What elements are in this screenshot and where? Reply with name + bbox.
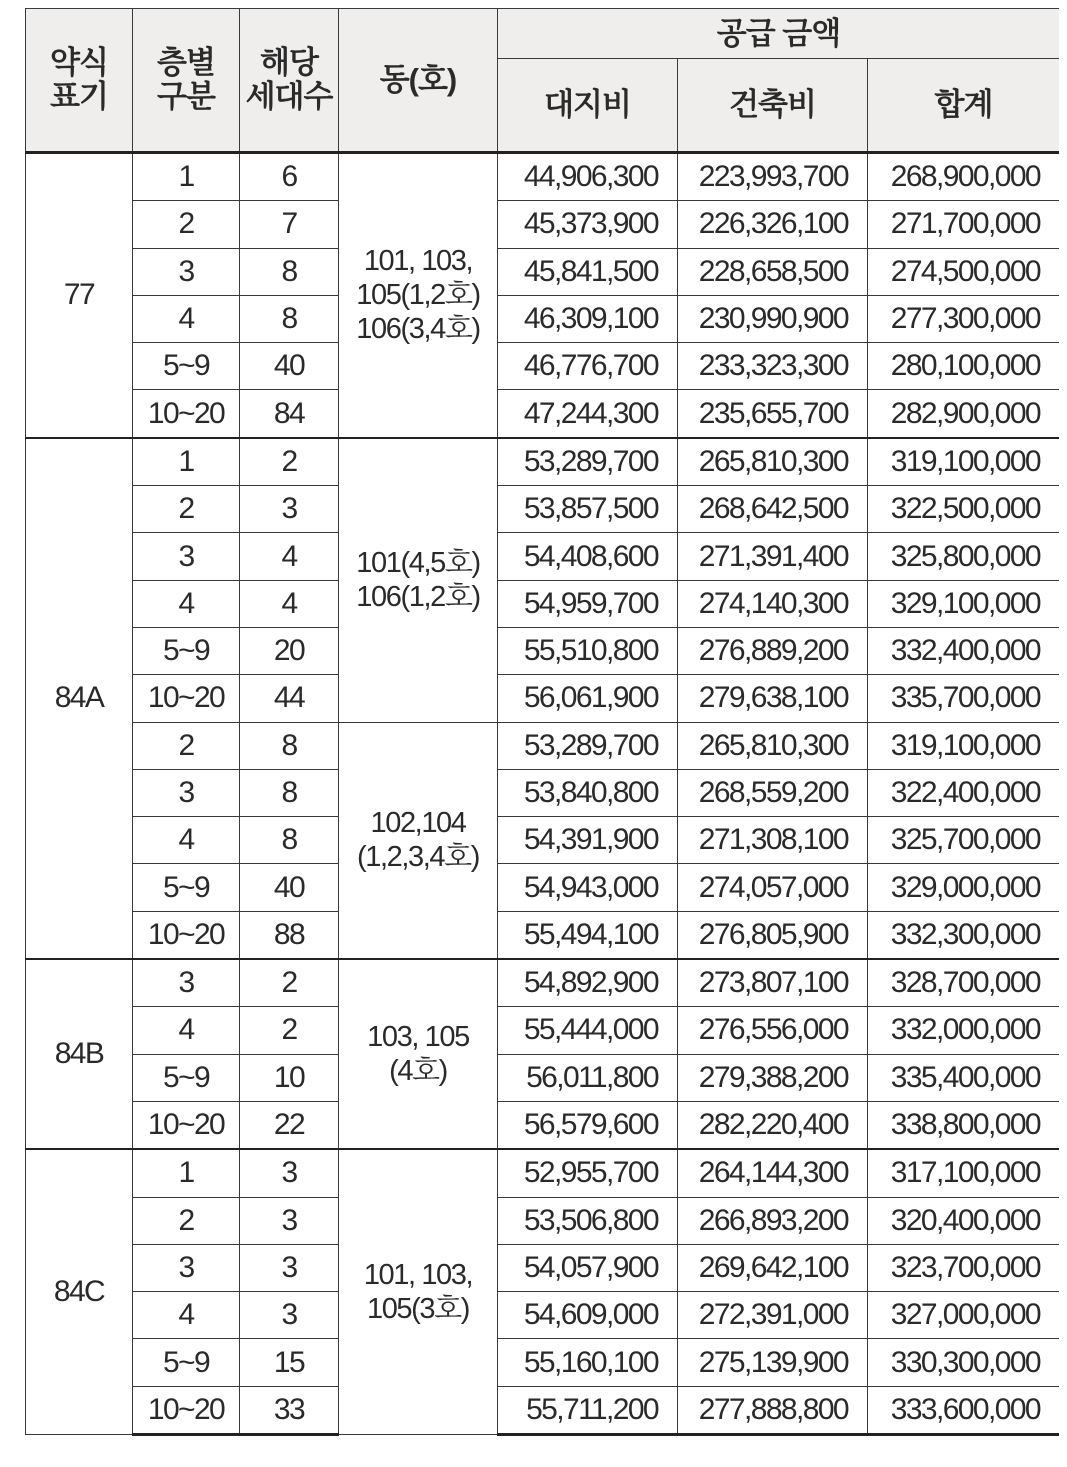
construction-cost-cell: 274,140,300	[678, 580, 868, 627]
floor-header-line: 구분	[157, 79, 215, 114]
supply-price-table	[25, 8, 1060, 1436]
total-cell: 332,300,000	[868, 911, 1060, 959]
total-cell: 271,700,000	[868, 201, 1060, 248]
land-cost-cell: 56,061,900	[498, 675, 678, 722]
construction-cost-cell: 228,658,500	[678, 248, 868, 295]
units-cell: 8	[240, 722, 339, 769]
land-cost-cell: 54,057,900	[498, 1244, 678, 1291]
building-cell	[339, 722, 498, 959]
land-cost-cell: 56,579,600	[498, 1101, 678, 1149]
table-row	[26, 1197, 1060, 1244]
units-cell: 2	[240, 438, 339, 486]
units-header	[240, 9, 339, 153]
construction-cost-cell: 230,990,900	[678, 295, 868, 342]
floor-cell: 1	[133, 438, 240, 486]
land-cost-cell: 45,841,500	[498, 248, 678, 295]
floor-cell: 2	[133, 201, 240, 248]
construction-cost-cell: 271,308,100	[678, 817, 868, 864]
construction-cost-cell: 271,391,400	[678, 533, 868, 580]
total-cell: 329,100,000	[868, 580, 1060, 627]
land-cost-cell: 53,840,800	[498, 769, 678, 816]
construction-cost-cell: 265,810,300	[678, 722, 868, 769]
land-cost-cell: 53,857,500	[498, 486, 678, 533]
construction-cost-cell: 235,655,700	[678, 390, 868, 438]
units-cell: 8	[240, 248, 339, 295]
floor-cell: 5~9	[133, 627, 240, 674]
construction-cost-cell: 223,993,700	[678, 153, 868, 201]
table-row	[26, 580, 1060, 627]
land-cost-cell: 54,609,000	[498, 1292, 678, 1339]
total-cell: 282,900,000	[868, 390, 1060, 438]
units-cell: 40	[240, 343, 339, 390]
type-header-line: 약식	[50, 45, 108, 80]
land-cost-cell: 55,160,100	[498, 1339, 678, 1386]
total-cell: 280,100,000	[868, 343, 1060, 390]
floor-header	[133, 9, 240, 153]
land-cost-cell: 54,892,900	[498, 959, 678, 1007]
land-cost-cell: 46,776,700	[498, 343, 678, 390]
type-header	[26, 9, 133, 153]
total-cell: 329,000,000	[868, 864, 1060, 911]
table-row	[26, 627, 1060, 674]
units-cell: 15	[240, 1339, 339, 1386]
floor-cell: 10~20	[133, 390, 240, 438]
land-cost-cell: 55,444,000	[498, 1007, 678, 1054]
table-row	[26, 911, 1060, 959]
floor-cell: 5~9	[133, 343, 240, 390]
building-cell	[339, 438, 498, 722]
construction-cost-cell: 273,807,100	[678, 959, 868, 1007]
table-row	[26, 1386, 1060, 1434]
land-cost-cell: 54,391,900	[498, 817, 678, 864]
table-row	[26, 343, 1060, 390]
land-cost-cell: 54,959,700	[498, 580, 678, 627]
building-cell	[339, 959, 498, 1149]
units-cell: 84	[240, 390, 339, 438]
land-cost-cell: 53,289,700	[498, 722, 678, 769]
construction-cost-cell: 279,638,100	[678, 675, 868, 722]
total-cell: 323,700,000	[868, 1244, 1060, 1291]
land-cost-cell: 55,711,200	[498, 1386, 678, 1434]
building-header: 동(호)	[339, 9, 498, 153]
construction-cost-cell: 268,559,200	[678, 769, 868, 816]
total-cell: 268,900,000	[868, 153, 1060, 201]
land-cost-cell: 52,955,700	[498, 1149, 678, 1197]
table-row	[26, 722, 1060, 769]
table-row	[26, 769, 1060, 816]
floor-cell: 3	[133, 769, 240, 816]
floor-cell: 5~9	[133, 864, 240, 911]
floor-cell: 4	[133, 295, 240, 342]
construction-cost-header: 건축비	[678, 59, 868, 153]
construction-cost-cell: 268,642,500	[678, 486, 868, 533]
building-cell	[339, 153, 498, 438]
table-row	[26, 1292, 1060, 1339]
land-cost-header: 대지비	[498, 59, 678, 153]
construction-cost-cell: 233,323,300	[678, 343, 868, 390]
units-cell: 7	[240, 201, 339, 248]
floor-cell: 4	[133, 1292, 240, 1339]
land-cost-cell: 56,011,800	[498, 1054, 678, 1101]
floor-cell: 3	[133, 959, 240, 1007]
construction-cost-cell: 226,326,100	[678, 201, 868, 248]
floor-cell: 2	[133, 486, 240, 533]
construction-cost-cell: 282,220,400	[678, 1101, 868, 1149]
building-line: 106(1,2호)	[356, 581, 480, 614]
land-cost-cell: 44,906,300	[498, 153, 678, 201]
construction-cost-cell: 274,057,000	[678, 864, 868, 911]
floor-cell: 5~9	[133, 1054, 240, 1101]
land-cost-cell: 55,510,800	[498, 627, 678, 674]
table-row	[26, 248, 1060, 295]
floor-header-line: 층별	[157, 45, 215, 80]
building-line: (1,2,3,4호)	[356, 841, 479, 874]
construction-cost-cell: 279,388,200	[678, 1054, 868, 1101]
units-cell: 44	[240, 675, 339, 722]
units-cell: 88	[240, 911, 339, 959]
land-cost-cell: 54,408,600	[498, 533, 678, 580]
total-cell: 319,100,000	[868, 722, 1060, 769]
units-cell: 2	[240, 1007, 339, 1054]
construction-cost-cell: 266,893,200	[678, 1197, 868, 1244]
total-cell: 330,300,000	[868, 1339, 1060, 1386]
units-cell: 6	[240, 153, 339, 201]
table-row	[26, 817, 1060, 864]
building-line: 106(3,4호)	[356, 313, 480, 346]
floor-cell: 4	[133, 1007, 240, 1054]
construction-cost-cell: 276,556,000	[678, 1007, 868, 1054]
building-line: 101(4,5호)	[356, 547, 480, 580]
total-cell: 319,100,000	[868, 438, 1060, 486]
total-cell: 322,400,000	[868, 769, 1060, 816]
total-cell: 274,500,000	[868, 248, 1060, 295]
floor-cell: 2	[133, 1197, 240, 1244]
total-cell: 332,000,000	[868, 1007, 1060, 1054]
floor-cell: 4	[133, 817, 240, 864]
units-cell: 33	[240, 1386, 339, 1434]
table-row	[26, 295, 1060, 342]
building-cell	[339, 1149, 498, 1434]
total-cell: 317,100,000	[868, 1149, 1060, 1197]
table-row	[26, 1054, 1060, 1101]
units-header-line: 해당	[260, 45, 318, 80]
units-header-line: 세대수	[245, 79, 333, 114]
total-cell: 277,300,000	[868, 295, 1060, 342]
construction-cost-cell: 264,144,300	[678, 1149, 868, 1197]
type-cell: 84B	[26, 959, 133, 1149]
table-row	[26, 201, 1060, 248]
units-cell: 4	[240, 580, 339, 627]
floor-cell: 5~9	[133, 1339, 240, 1386]
floor-cell: 10~20	[133, 911, 240, 959]
total-cell: 335,400,000	[868, 1054, 1060, 1101]
total-cell: 327,000,000	[868, 1292, 1060, 1339]
type-cell: 84A	[26, 438, 133, 959]
table-row	[26, 533, 1060, 580]
units-cell: 8	[240, 295, 339, 342]
land-cost-cell: 47,244,300	[498, 390, 678, 438]
building-line: 105(3호)	[366, 1293, 470, 1326]
land-cost-cell: 55,494,100	[498, 911, 678, 959]
table-row	[26, 390, 1060, 438]
floor-cell: 10~20	[133, 1101, 240, 1149]
construction-cost-cell: 272,391,000	[678, 1292, 868, 1339]
total-cell: 338,800,000	[868, 1101, 1060, 1149]
type-header-line: 표기	[50, 79, 108, 114]
total-cell: 322,500,000	[868, 486, 1060, 533]
units-cell: 3	[240, 1244, 339, 1291]
construction-cost-cell: 276,889,200	[678, 627, 868, 674]
table-row	[26, 486, 1060, 533]
right-crop-edge	[1059, 8, 1067, 1460]
construction-cost-cell: 277,888,800	[678, 1386, 868, 1434]
floor-cell: 1	[133, 153, 240, 201]
units-cell: 40	[240, 864, 339, 911]
floor-cell: 1	[133, 1149, 240, 1197]
table-row	[26, 1007, 1060, 1054]
table-row	[26, 1339, 1060, 1386]
table-row	[26, 1149, 1060, 1197]
units-cell: 3	[240, 1197, 339, 1244]
units-cell: 2	[240, 959, 339, 1007]
units-cell: 22	[240, 1101, 339, 1149]
units-cell: 8	[240, 817, 339, 864]
table-row	[26, 438, 1060, 486]
type-cell: 84C	[26, 1149, 133, 1434]
building-line: 102,104	[370, 807, 466, 840]
floor-cell: 4	[133, 580, 240, 627]
construction-cost-cell: 265,810,300	[678, 438, 868, 486]
units-cell: 4	[240, 533, 339, 580]
table-row	[26, 959, 1060, 1007]
units-cell: 3	[240, 1292, 339, 1339]
building-line: 101, 103,	[363, 1259, 473, 1292]
table-header	[26, 9, 1060, 153]
floor-cell: 10~20	[133, 675, 240, 722]
construction-cost-cell: 276,805,900	[678, 911, 868, 959]
total-cell: 335,700,000	[868, 675, 1060, 722]
floor-cell: 2	[133, 722, 240, 769]
total-cell: 328,700,000	[868, 959, 1060, 1007]
units-cell: 10	[240, 1054, 339, 1101]
table-row	[26, 1101, 1060, 1149]
land-cost-cell: 45,373,900	[498, 201, 678, 248]
building-line: 105(1,2호)	[356, 279, 480, 312]
building-line: (4호)	[389, 1055, 447, 1088]
units-cell: 8	[240, 769, 339, 816]
units-cell: 20	[240, 627, 339, 674]
land-cost-cell: 54,943,000	[498, 864, 678, 911]
building-line: 103, 105	[367, 1021, 469, 1054]
construction-cost-cell: 269,642,100	[678, 1244, 868, 1291]
building-line: 101, 103,	[363, 245, 473, 278]
units-cell: 3	[240, 1149, 339, 1197]
land-cost-cell: 46,309,100	[498, 295, 678, 342]
table-row	[26, 864, 1060, 911]
floor-cell: 3	[133, 1244, 240, 1291]
land-cost-cell: 53,289,700	[498, 438, 678, 486]
table-body	[26, 153, 1060, 1435]
table-row	[26, 1244, 1060, 1291]
total-cell: 325,700,000	[868, 817, 1060, 864]
supply-price-header: 공급 금액	[498, 9, 1060, 59]
type-cell: 77	[26, 153, 133, 438]
floor-cell: 3	[133, 533, 240, 580]
floor-cell: 10~20	[133, 1386, 240, 1434]
floor-cell: 3	[133, 248, 240, 295]
units-cell: 3	[240, 486, 339, 533]
total-cell: 320,400,000	[868, 1197, 1060, 1244]
land-cost-cell: 53,506,800	[498, 1197, 678, 1244]
total-header: 합계	[868, 59, 1060, 153]
construction-cost-cell: 275,139,900	[678, 1339, 868, 1386]
table-row	[26, 153, 1060, 201]
total-cell: 325,800,000	[868, 533, 1060, 580]
total-cell: 333,600,000	[868, 1386, 1060, 1434]
table-row	[26, 675, 1060, 722]
total-cell: 332,400,000	[868, 627, 1060, 674]
